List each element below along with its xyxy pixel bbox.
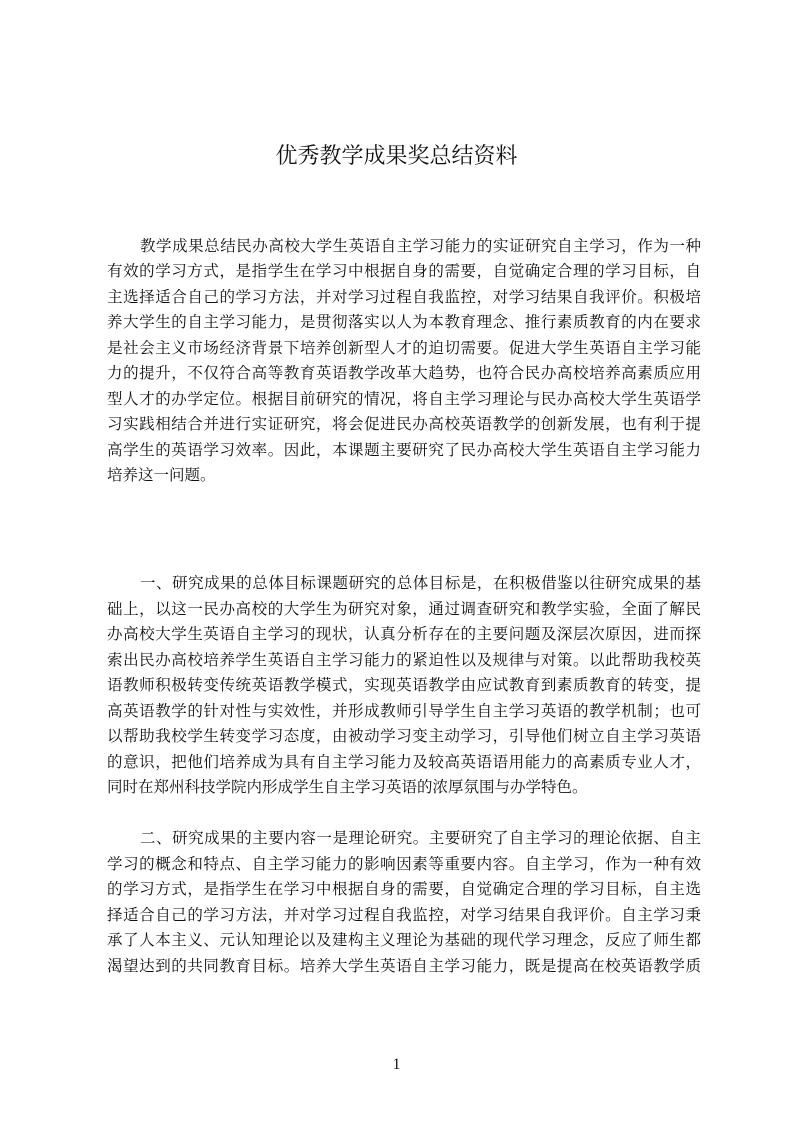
text-line: 同时在郑州科技学院内形成学生自主学习英语的浓厚氛围与办学特色。 (107, 778, 588, 796)
text-line: 习实践相结合并进行实证研究，将会促进民办高校英语教学的创新发展，也有利于提 (107, 415, 701, 433)
text-line: 二、研究成果的主要内容一是理论研究。主要研究了自主学习的理论依据、自主 (140, 829, 701, 847)
text-line: 承了人本主义、元认知理论以及建构主义理论为基础的现代学习理念，反应了师生都 (107, 931, 701, 949)
text-line: 一、研究成果的总体目标课题研究的总体目标是，在积极借鉴以往研究成果的基 (140, 574, 701, 592)
text-line: 的学习方式，是指学生在学习中根据自身的需要，自觉确定合理的学习目标，自主选 (107, 880, 701, 898)
text-line: 培养这一问题。 (107, 466, 216, 484)
text-line: 择适合自己的学习方法，并对学习过程自我监控，对学习结果自我评价。自主学习秉 (107, 906, 701, 924)
text-line: 教学成果总结民办高校大学生英语自主学习能力的实证研究自主学习，作为一种 (140, 237, 701, 255)
text-line: 渴望达到的共同教育目标。培养大学生英语自主学习能力，既是提高在校英语教学质 (107, 957, 701, 975)
text-line: 办高校大学生英语自主学习的现状，认真分析存在的主要问题及深层次原因，进而探 (107, 625, 701, 643)
text-line: 型人才的办学定位。根据目前研究的情况，将自主学习理论与民办高校大学生英语学 (107, 390, 701, 408)
text-line: 力的提升，不仅符合高等教育英语教学改革大趋势，也符合民办高校培养高素质应用 (107, 364, 701, 382)
text-line: 高学生的英语学习效率。因此，本课题主要研究了民办高校大学生英语自主学习能力 (107, 441, 701, 459)
document-title: 优秀教学成果奖总结资料 (275, 144, 518, 169)
text-line: 的意识，把他们培养成为具有自主学习能力及较高英语语用能力的高素质专业人才， (107, 753, 701, 771)
text-line: 主选择适合自己的学习方法，并对学习过程自我监控，对学习结果自我评价。积极培 (107, 288, 701, 306)
text-line: 语教师积极转变传统英语教学模式，实现英语教学由应试教育到素质教育的转变，提 (107, 676, 701, 694)
text-line: 索出民办高校培养学生英语自主学习能力的紧迫性以及规律与对策。以此帮助我校英 (107, 651, 701, 669)
text-line: 础上，以这一民办高校的大学生为研究对象，通过调查研究和教学实验，全面了解民 (107, 600, 701, 618)
page-number: 1 (392, 1056, 401, 1073)
text-line: 以帮助我校学生转变学习态度，由被动学习变主动学习，引导他们树立自主学习英语 (107, 727, 701, 745)
text-line: 是社会主义市场经济背景下培养创新型人才的迫切需要。促进大学生英语自主学习能 (107, 339, 701, 357)
text-line: 养大学生的自主学习能力，是贯彻落实以人为本教育理念、推行素质教育的内在要求 (107, 313, 701, 331)
text-line: 学习的概念和特点、自主学习能力的影响因素等重要内容。自主学习，作为一种有效 (107, 855, 701, 873)
text-line: 高英语教学的针对性与实效性，并形成教师引导学生自主学习英语的教学机制；也可 (107, 702, 701, 720)
text-line: 有效的学习方式，是指学生在学习中根据自身的需要，自觉确定合理的学习目标，自 (107, 262, 701, 280)
